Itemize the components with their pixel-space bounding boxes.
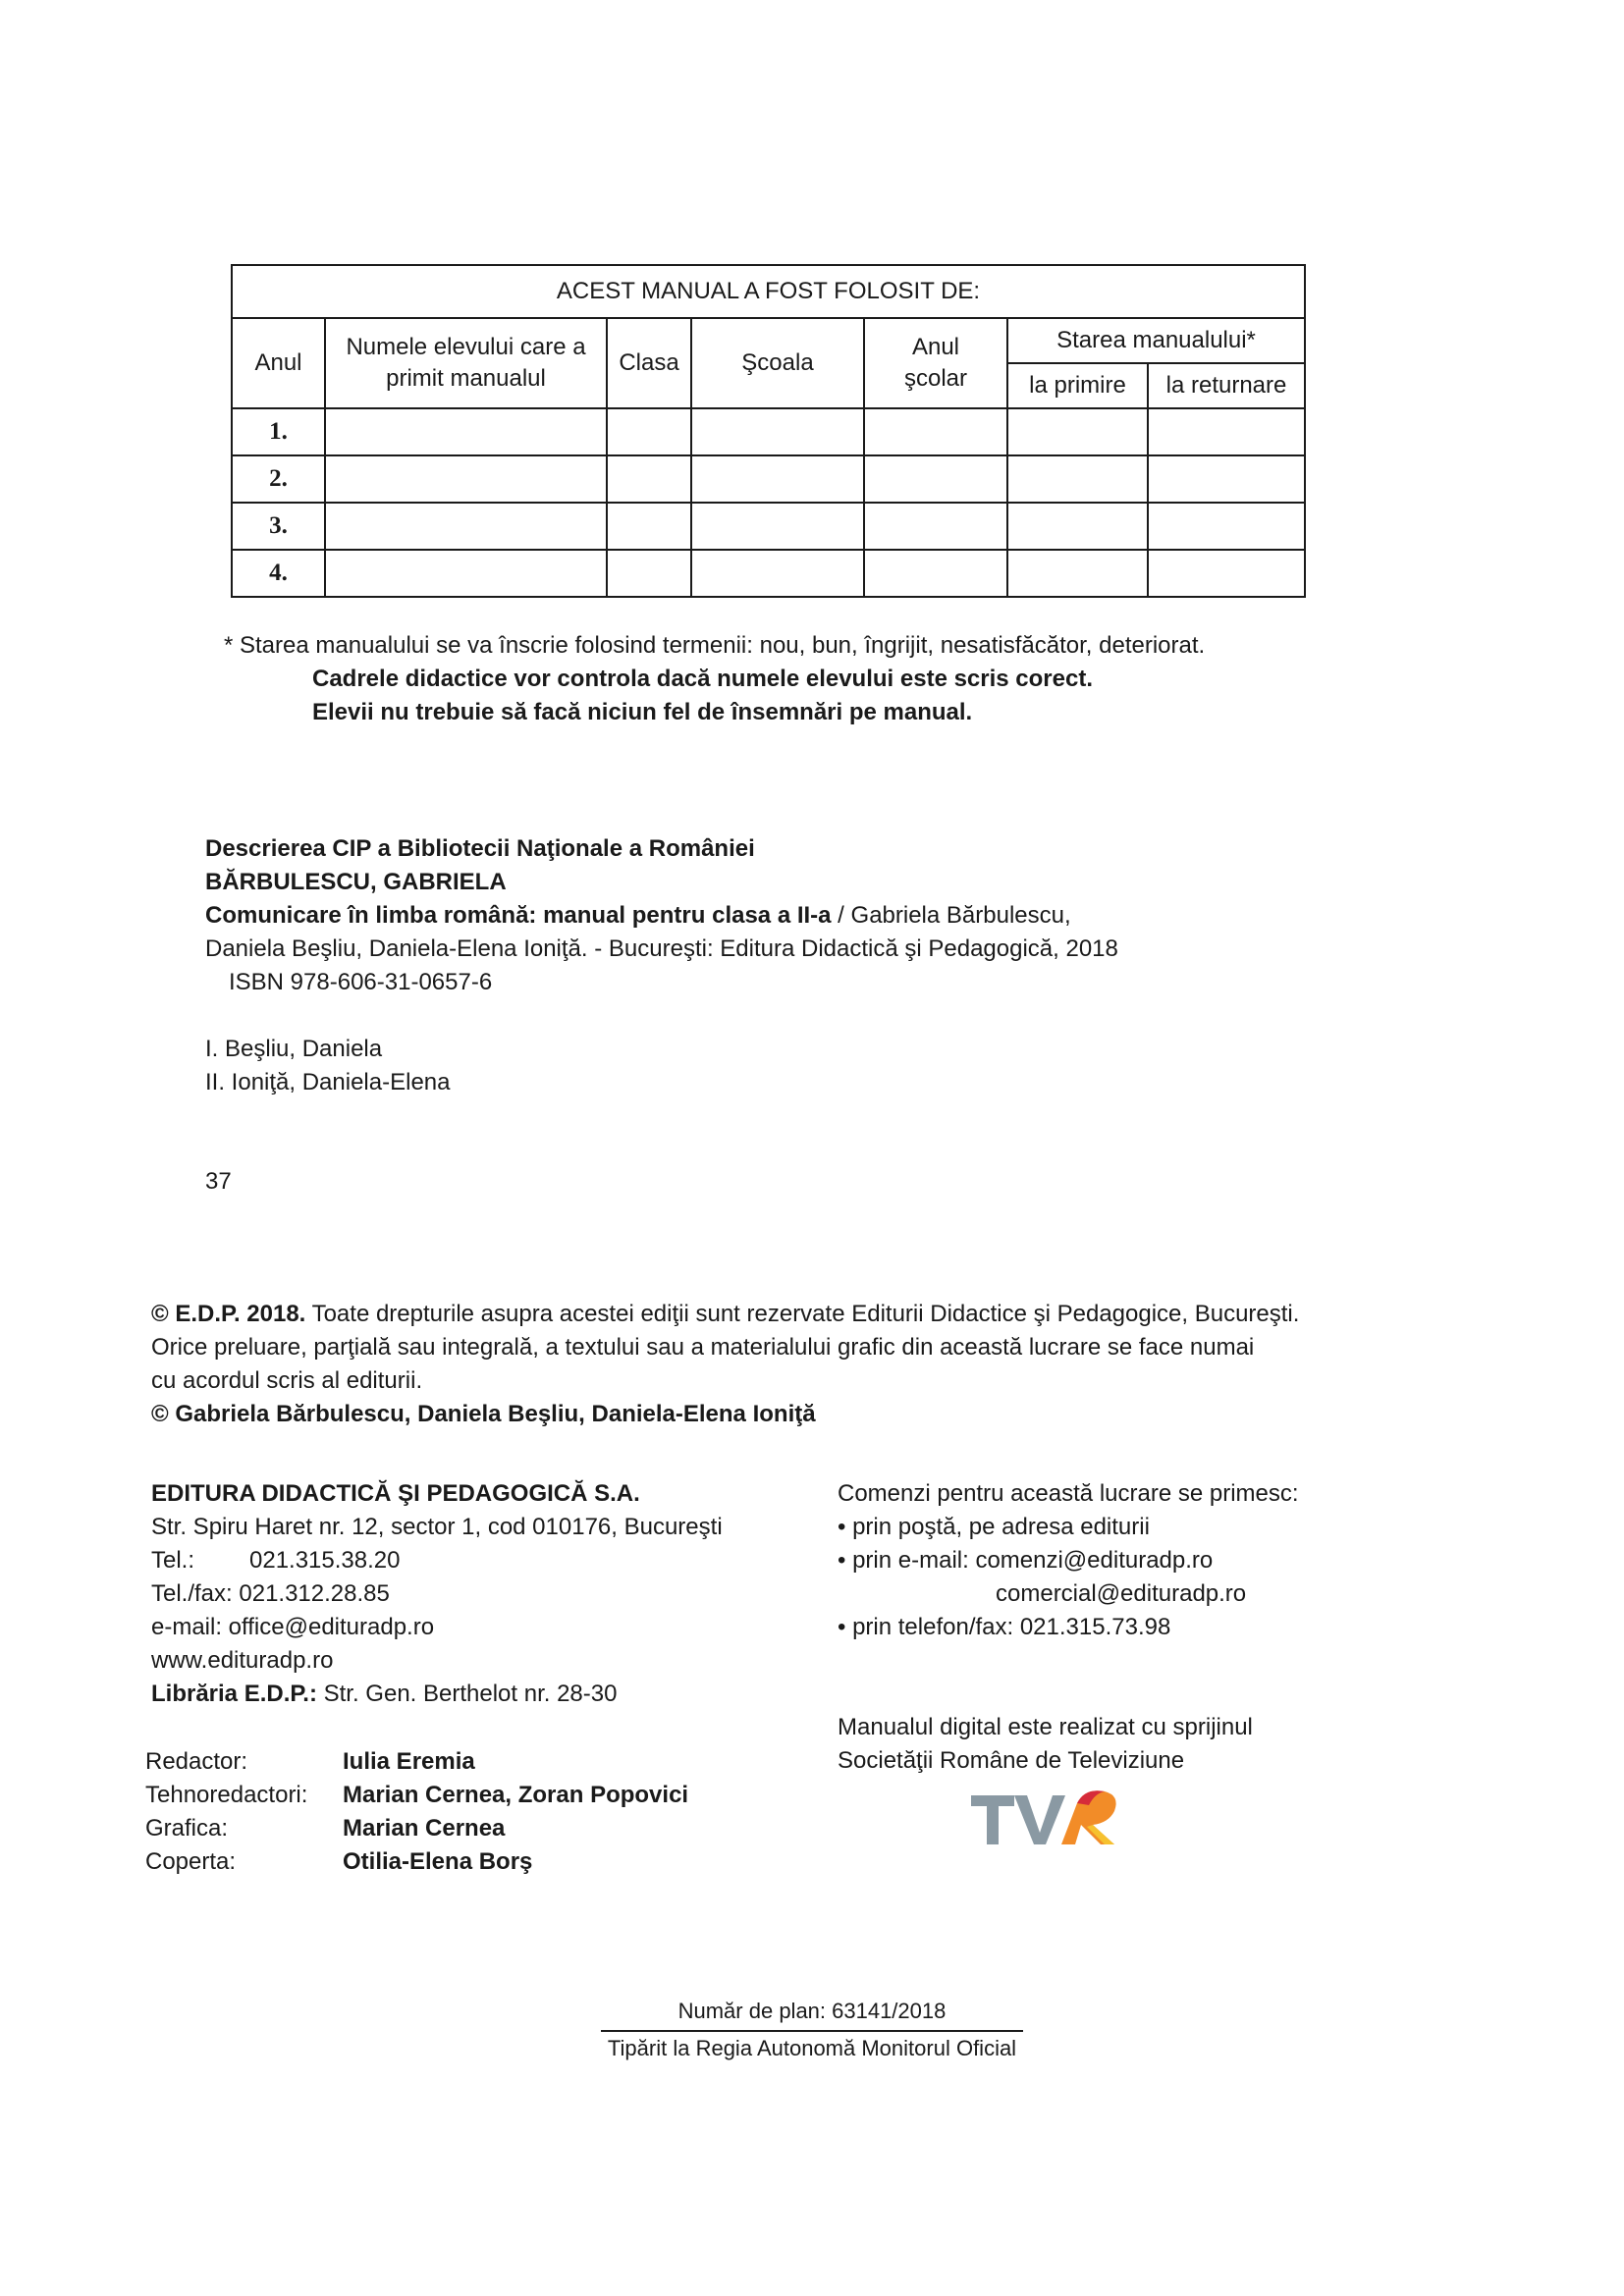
cip-title-bold: Comunicare în limba română: manual pentru clasa a II-a <box>205 902 832 929</box>
plan-number: Număr de plan: 63141/2018 <box>601 1993 1023 2032</box>
school-year-cell[interactable] <box>864 455 1007 503</box>
orders-email-1: • prin e-mail: comenzi@edituradp.ro <box>838 1547 1214 1574</box>
credit-role: Tehnoredactori: <box>145 1782 308 1808</box>
col-class-header: Clasa <box>607 318 691 408</box>
publisher-address: Str. Spiru Haret nr. 12, sector 1, cod 010176, Bucureşti <box>151 1514 723 1540</box>
copyright-line-1-text: Toate drepturile asupra acestei ediţii sunt rezervate Editurii Didactice şi Pedagogice, Bucureşti. <box>305 1301 1300 1327</box>
class-cell[interactable] <box>607 503 691 550</box>
printed-by: Tipărit la Regia Autonomă Monitorul Oficial <box>607 2036 1017 2060</box>
name-cell[interactable] <box>325 408 607 455</box>
bookstore-label: Librăria E.D.P.: <box>151 1681 317 1707</box>
table-title: ACEST MANUAL A FOST FOLOSIT DE: <box>232 265 1305 318</box>
publisher-web: www.edituradp.ro <box>151 1647 334 1674</box>
table-row <box>232 408 1305 455</box>
table-row <box>232 503 1305 550</box>
copyright-line-2: Orice preluare, parţială sau integrală, a textului sau a materialului grafic din această lucrare se face numai <box>151 1334 1255 1361</box>
tvr-logo <box>967 1782 1134 1860</box>
teacher-note: Cadrele didactice vor controla dacă numele elevului este scris corect. <box>312 666 1093 692</box>
orders-phone: • prin telefon/fax: 021.315.73.98 <box>838 1614 1171 1640</box>
row-number: 2. <box>232 455 325 503</box>
credit-name: Otilia-Elena Borş <box>343 1848 533 1875</box>
school-cell[interactable] <box>691 408 864 455</box>
state-footnote: * Starea manualului se va înscrie folosind termenii: nou, bun, îngrijit, nesatisfăcător, deteriorat. <box>224 632 1206 659</box>
cip-title-rest: / Gabriela Bărbulescu, <box>831 902 1071 929</box>
state-received-cell[interactable] <box>1007 550 1148 597</box>
state-received-cell[interactable] <box>1007 408 1148 455</box>
class-cell[interactable] <box>607 408 691 455</box>
digital-line-2: Societăţii Române de Televiziune <box>838 1747 1185 1774</box>
credit-name: Marian Cernea <box>343 1815 506 1842</box>
publisher-email: e-mail: office@edituradp.ro <box>151 1614 435 1640</box>
school-year-cell[interactable] <box>864 503 1007 550</box>
state-returned-cell[interactable] <box>1148 503 1305 550</box>
school-cell[interactable] <box>691 503 864 550</box>
state-received-cell[interactable] <box>1007 503 1148 550</box>
school-cell[interactable] <box>691 455 864 503</box>
credit-role: Redactor: <box>145 1748 248 1775</box>
state-returned-cell[interactable] <box>1148 408 1305 455</box>
name-cell[interactable] <box>325 503 607 550</box>
cip-coauthor-1: I. Beşliu, Daniela <box>205 1036 383 1062</box>
state-received-cell[interactable] <box>1007 455 1148 503</box>
credit-role: Coperta: <box>145 1848 237 1875</box>
table-row <box>232 550 1305 597</box>
row-number: 3. <box>232 503 325 550</box>
student-note: Elevii nu trebuie să facă niciun fel de însemnări pe manual. <box>312 699 973 725</box>
credit-name: Marian Cernea, Zoran Popovici <box>343 1782 689 1808</box>
orders-email-2: comercial@edituradp.ro <box>996 1580 1247 1607</box>
publisher-bookstore <box>151 1678 617 1711</box>
publisher-tel <box>151 1544 400 1577</box>
school-cell[interactable] <box>691 550 864 597</box>
col-school-year-header: Anul şcolar <box>864 318 1007 408</box>
tel-label: Tel.: <box>151 1547 195 1574</box>
state-returned-cell[interactable] <box>1148 550 1305 597</box>
tvr-logo-graphic <box>967 1782 1134 1860</box>
col-name-header: Numele elevului care a primit manualul <box>325 318 607 408</box>
cip-number: 37 <box>205 1168 232 1195</box>
digital-line-1: Manualul digital este realizat cu sprijinul <box>838 1714 1253 1740</box>
publisher-telfax: Tel./fax: 021.312.28.85 <box>151 1580 390 1607</box>
school-year-cell[interactable] <box>864 408 1007 455</box>
cip-line2: Daniela Beşliu, Daniela-Elena Ioniţă. - Bucureşti: Editura Didactică şi Pedagogică, 2018 <box>205 935 1118 962</box>
credit-name: Iulia Eremia <box>343 1748 475 1775</box>
usage-table <box>231 264 1306 598</box>
credit-role: Grafica: <box>145 1815 229 1842</box>
col-state-returned-header: la returnare <box>1148 363 1305 408</box>
class-cell[interactable] <box>607 455 691 503</box>
copyright-lead: © E.D.P. 2018. <box>151 1301 306 1327</box>
copyright-authors: © Gabriela Bărbulescu, Daniela Beşliu, Daniela-Elena Ioniţă <box>151 1401 816 1427</box>
cip-author: BĂRBULESCU, GABRIELA <box>205 869 507 895</box>
name-cell[interactable] <box>325 455 607 503</box>
copyright-line-1 <box>151 1298 1299 1331</box>
orders-heading: Comenzi pentru această lucrare se primesc: <box>838 1480 1299 1507</box>
name-cell[interactable] <box>325 550 607 597</box>
col-school-header: Şcoala <box>691 318 864 408</box>
tel-number: 021.315.38.20 <box>249 1547 401 1574</box>
bookstore-address: Str. Gen. Berthelot nr. 28-30 <box>316 1681 618 1707</box>
row-number: 1. <box>232 408 325 455</box>
state-returned-cell[interactable] <box>1148 455 1305 503</box>
publisher-name: EDITURA DIDACTICĂ ŞI PEDAGOGICĂ S.A. <box>151 1480 640 1507</box>
col-year-header: Anul <box>232 318 325 408</box>
school-year-cell[interactable] <box>864 550 1007 597</box>
table-row <box>232 455 1305 503</box>
row-number: 4. <box>232 550 325 597</box>
orders-post: • prin poştă, pe adresa editurii <box>838 1514 1150 1540</box>
cip-heading: Descrierea CIP a Bibliotecii Naţionale a României <box>205 835 755 862</box>
col-state-header: Starea manualului* <box>1007 318 1305 363</box>
copyright-line-3: cu acordul scris al editurii. <box>151 1367 423 1394</box>
class-cell[interactable] <box>607 550 691 597</box>
cip-title <box>205 899 1071 933</box>
col-state-received-header: la primire <box>1007 363 1148 408</box>
cip-isbn: ISBN 978-606-31-0657-6 <box>229 969 493 995</box>
cip-coauthor-2: II. Ioniţă, Daniela-Elena <box>205 1069 451 1095</box>
